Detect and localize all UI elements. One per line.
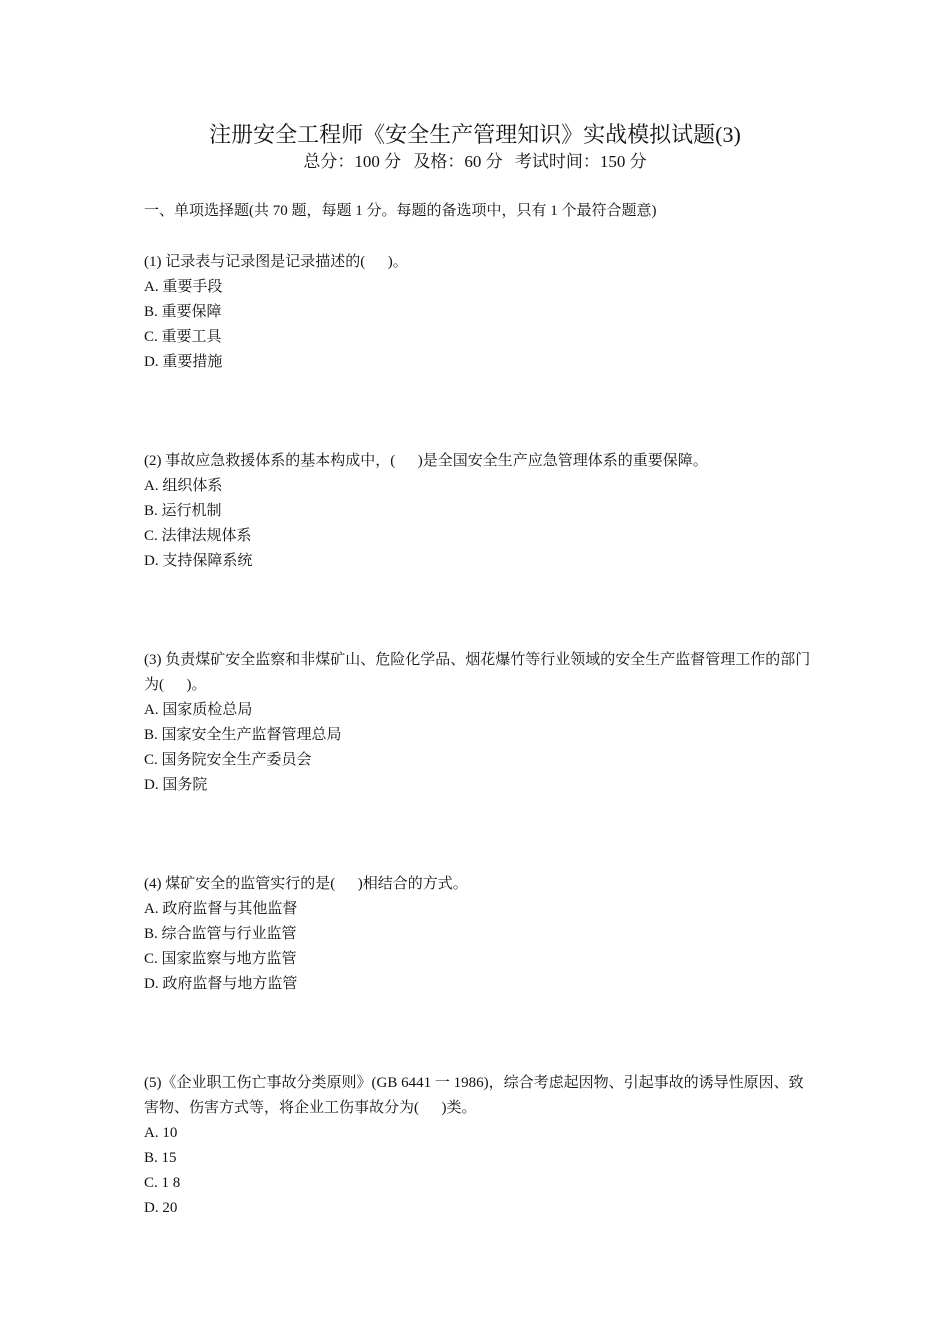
exam-title: 注册安全工程师《安全生产管理知识》实战模拟试题(3) bbox=[209, 122, 741, 147]
option-b: B. 综合监管与行业监管 bbox=[144, 926, 297, 942]
question-4 bbox=[144, 872, 814, 997]
option-d: D. 支持保障系统 bbox=[144, 553, 253, 569]
option-b: B. 运行机制 bbox=[144, 503, 222, 519]
question-2 bbox=[144, 449, 814, 574]
option-c: C. 国务院安全生产委员会 bbox=[144, 752, 312, 768]
passing-score: 及格：60 分 bbox=[413, 152, 503, 171]
option-b: B. 15 bbox=[144, 1150, 177, 1166]
option-b: B. 国家安全生产监督管理总局 bbox=[144, 727, 342, 743]
question-stem: (2) 事故应急救援体系的基本构成中，( )是全国安全生产应急管理体系的重要保障。 bbox=[144, 453, 708, 469]
option-c: C. 法律法规体系 bbox=[144, 528, 252, 544]
option-a: A. 10 bbox=[144, 1125, 178, 1141]
option-d: D. 重要措施 bbox=[144, 354, 223, 370]
question-3 bbox=[144, 648, 814, 798]
option-d: D. 政府监督与地方监管 bbox=[144, 976, 298, 992]
section-heading: 一、单项选择题(共 70 题，每题 1 分。每题的备选项中，只有 1 个最符合题意) bbox=[144, 203, 657, 219]
option-a: A. 重要手段 bbox=[144, 279, 223, 295]
option-c: C. 1 8 bbox=[144, 1175, 181, 1191]
exam-meta bbox=[0, 150, 950, 174]
option-d: D. 国务院 bbox=[144, 777, 208, 793]
option-b: B. 重要保障 bbox=[144, 304, 222, 320]
option-a: A. 国家质检总局 bbox=[144, 702, 253, 718]
question-stem: (5)《企业职工伤亡事故分类原则》(GB 6441 一 1986)，综合考虑起因物、引起事故的诱导性原因、致害物、伤害方式等，将企业工伤事故分为( )类。 bbox=[144, 1075, 804, 1116]
option-c: C. 重要工具 bbox=[144, 329, 222, 345]
question-stem: (1) 记录表与记录图是记录描述的( )。 bbox=[144, 254, 408, 270]
total-score: 总分：100 分 bbox=[303, 152, 402, 171]
exam-duration: 考试时间：150 分 bbox=[514, 152, 647, 171]
question-1 bbox=[144, 250, 814, 375]
option-c: C. 国家监察与地方监管 bbox=[144, 951, 297, 967]
question-stem: (4) 煤矿安全的监管实行的是( )相结合的方式。 bbox=[144, 876, 468, 892]
option-a: A. 组织体系 bbox=[144, 478, 223, 494]
option-a: A. 政府监督与其他监督 bbox=[144, 901, 298, 917]
question-5 bbox=[144, 1071, 814, 1221]
question-stem: (3) 负责煤矿安全监察和非煤矿山、危险化学品、烟花爆竹等行业领域的安全生产监督管理工作的部门为( )。 bbox=[144, 652, 811, 693]
option-d: D. 20 bbox=[144, 1200, 178, 1216]
